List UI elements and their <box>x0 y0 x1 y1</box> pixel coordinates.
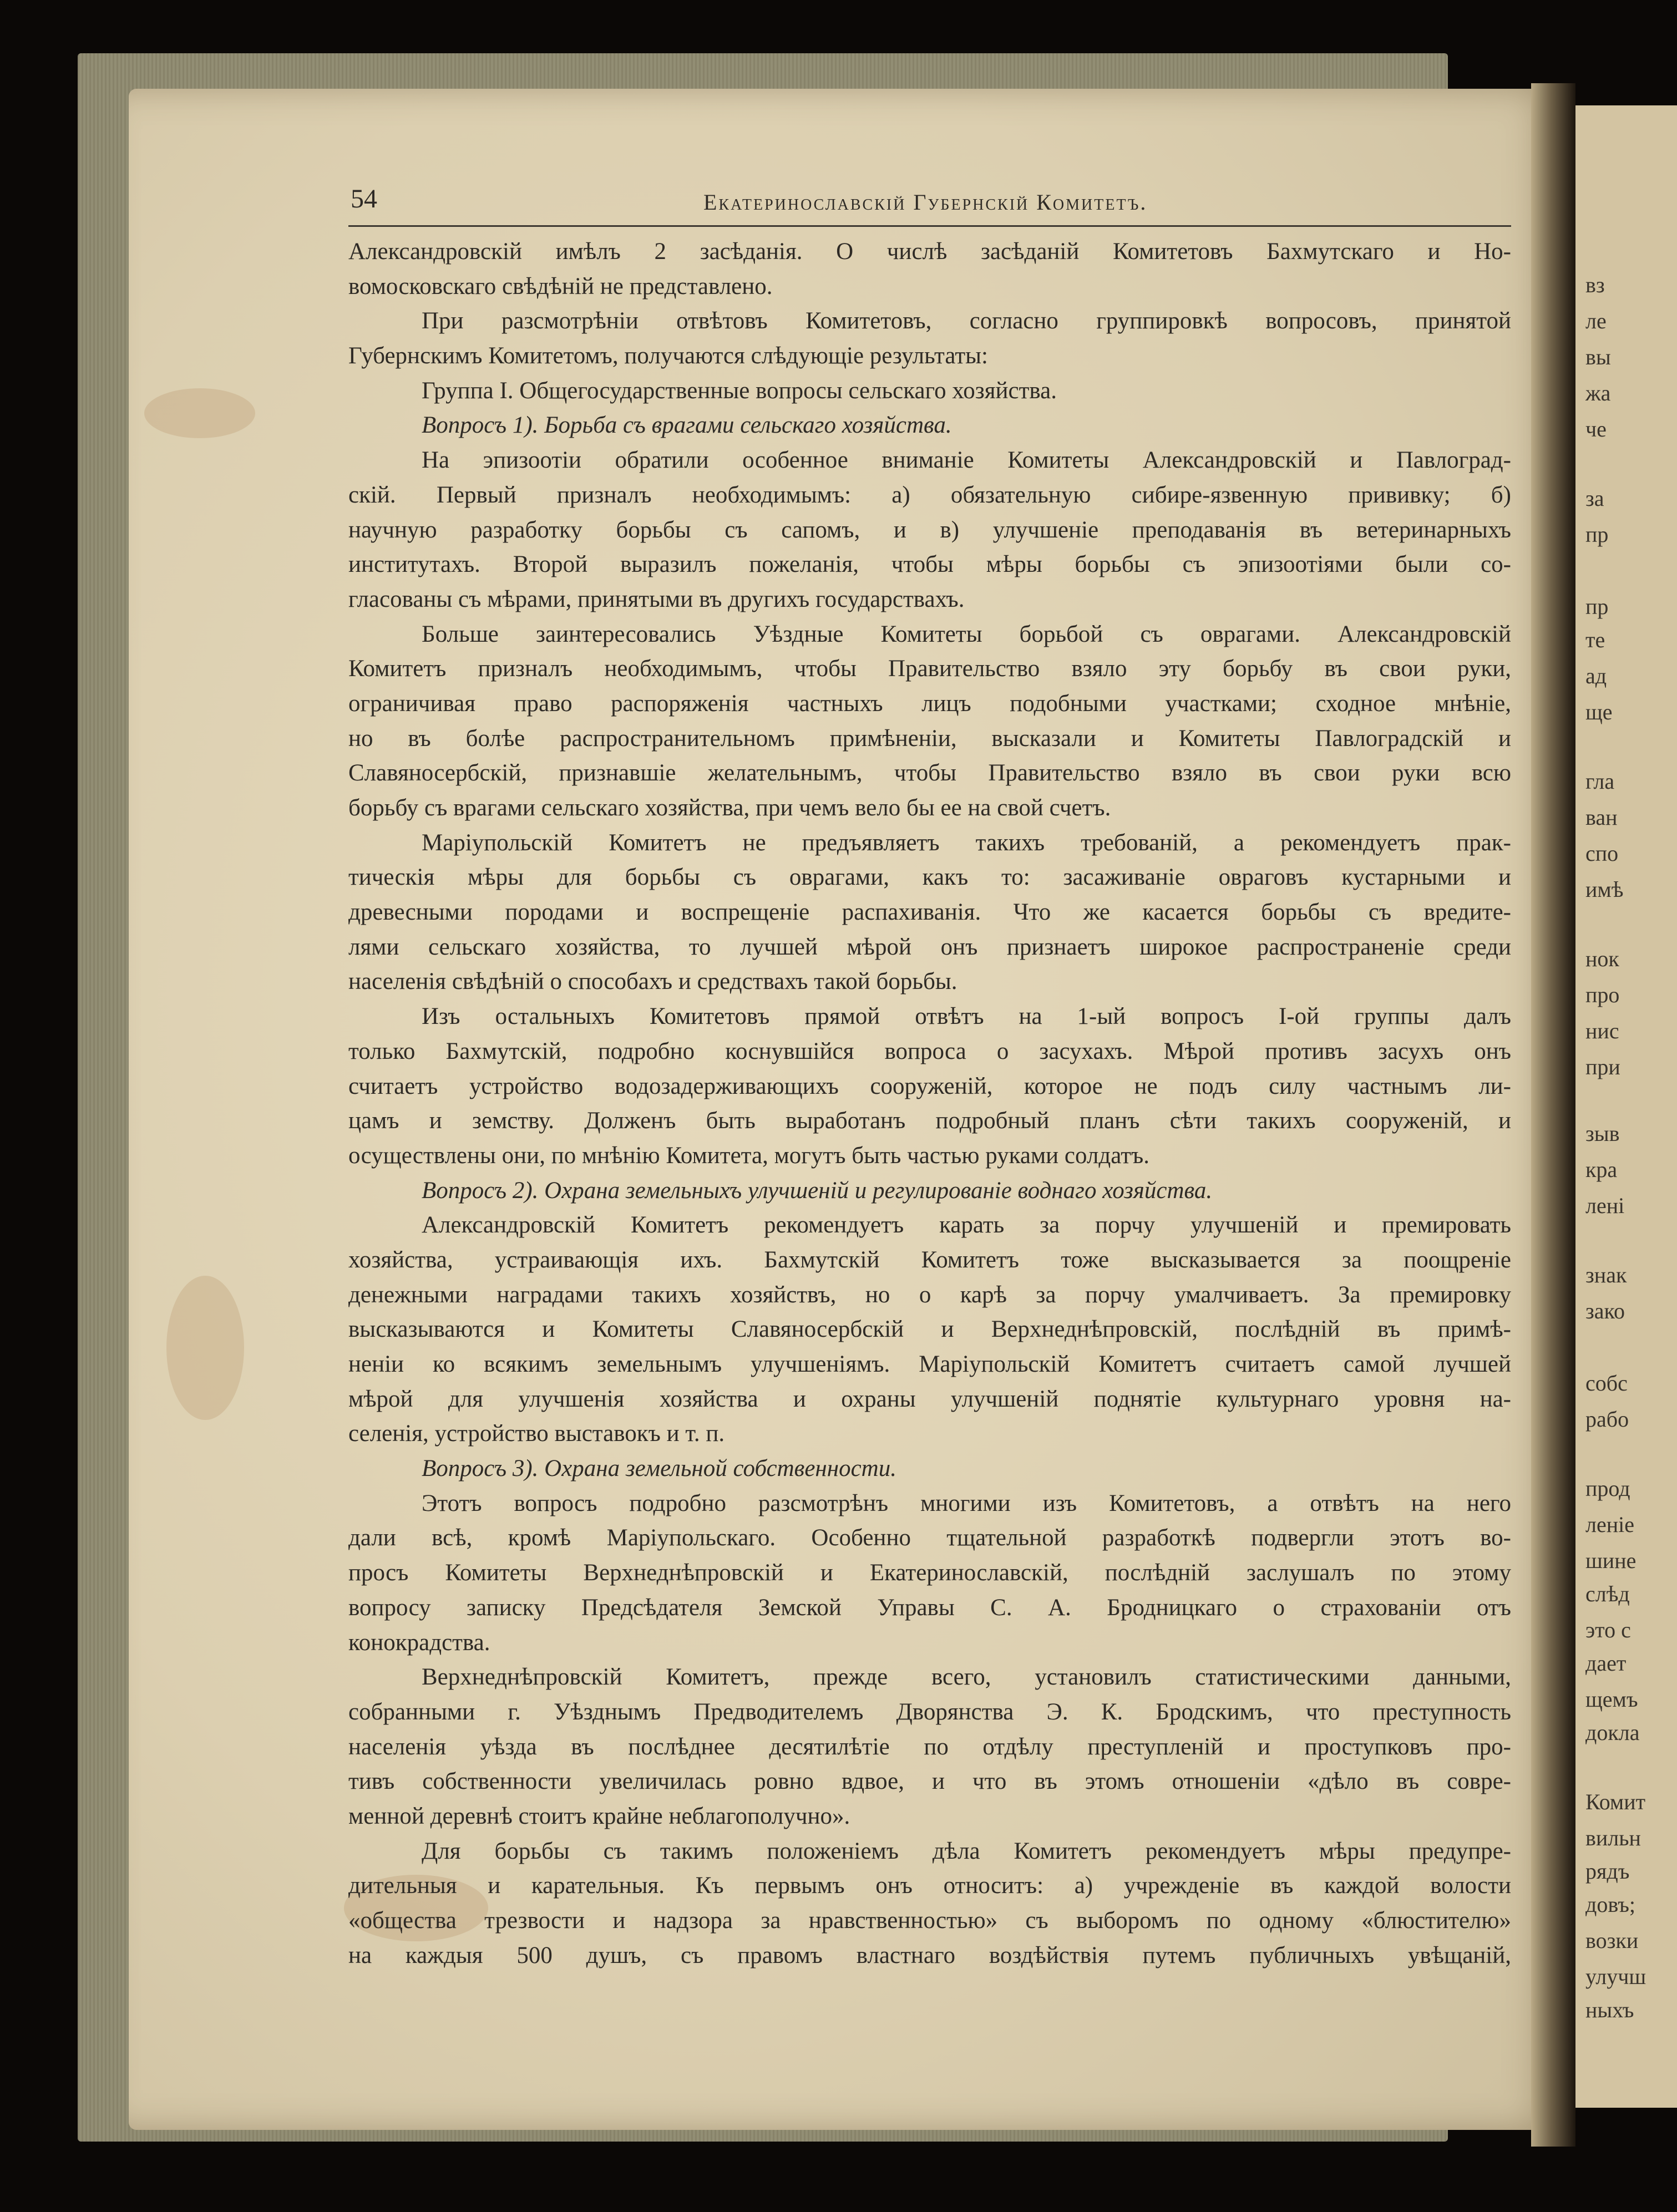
text-line: дительныя и карательныя. Къ первымъ онъ относитъ: а) учрежденіе въ каждой волости <box>348 1873 1511 1899</box>
text-line: вомосковскаго свѣдѣній не представлено. <box>348 273 773 300</box>
text-line: менной деревнѣ стоитъ крайне неблагополучно». <box>348 1803 850 1829</box>
adjacent-page-fragment: довъ; <box>1585 1892 1636 1917</box>
adjacent-page-fragment: спо <box>1585 841 1619 866</box>
adjacent-page-fragment: пр <box>1585 522 1609 547</box>
adjacent-page-fragment: те <box>1585 627 1605 652</box>
text-line: тическія мѣры для борьбы съ оврагами, какъ то: засаживаніе овраговъ кустарными и <box>348 864 1511 891</box>
text-line: Маріупольскій Комитетъ не предъявляетъ такихъ требованій, а рекомендуетъ прак- <box>422 829 1511 856</box>
adjacent-page-fragment: ад <box>1585 663 1607 688</box>
text-line: Этотъ вопросъ подробно разсмотрѣнъ многими изъ Комитетовъ, а отвѣтъ на него <box>422 1490 1511 1516</box>
text-line: Комитетъ призналъ необходимымъ, чтобы Правительство взяло эту борьбу въ свои руки, <box>348 656 1511 682</box>
adjacent-page-fragment: нок <box>1585 946 1619 971</box>
text-line: Изъ остальныхъ Комитетовъ прямой отвѣтъ на 1-ый вопросъ I-ой группы далъ <box>422 1003 1511 1030</box>
text-line: ограничивая право распоряженія частныхъ лицъ подобными участками; сходное мнѣніе, <box>348 690 1511 717</box>
adjacent-page-fragment: за <box>1585 486 1604 511</box>
adjacent-page-fragment: зако <box>1585 1298 1625 1323</box>
text-line: дали всѣ, кромѣ Маріупольскаго. Особенно тщательной разработкѣ подвергли этотъ во- <box>348 1525 1511 1551</box>
text-line: высказываются и Комитеты Славяносербскій и Верхнеднѣпровскій, послѣдній въ примѣ- <box>348 1316 1511 1343</box>
adjacent-page-fragment: че <box>1585 417 1607 442</box>
adjacent-page-fragment: знак <box>1585 1262 1627 1287</box>
text-line: населенія уѣзда въ послѣднее десятилѣтіе по отдѣлу преступленій и проступковъ про- <box>348 1733 1511 1760</box>
adjacent-page-fragment: рабо <box>1585 1407 1629 1432</box>
text-line: населенія свѣдѣній о способахъ и средствахъ такой борьбы. <box>348 968 957 995</box>
adjacent-page-fragment: щемъ <box>1585 1687 1638 1712</box>
text-line: «общества трезвости и надзора за нравственностью» съ выборомъ по одному «блюстителю» <box>348 1907 1511 1934</box>
page-text-block <box>348 175 1511 1973</box>
text-line: гласованы съ мѣрами, принятыми въ другихъ государствахъ. <box>348 586 965 612</box>
adjacent-page-fragment: вы <box>1585 344 1611 369</box>
text-line: скій. Первый призналъ необходимымъ: а) обязательную сибире-язвенную прививку; б) <box>348 481 1511 508</box>
running-title: Екатеринославскій Губернскій Комитетъ. <box>703 190 1148 215</box>
adjacent-page-fragment: гла <box>1585 769 1615 794</box>
paper-stain <box>144 388 255 438</box>
book-gutter <box>1531 83 1575 2147</box>
text-line: Для борьбы съ такимъ положеніемъ дѣла Комитетъ рекомендуетъ мѣры предупре- <box>422 1838 1511 1864</box>
adjacent-page-fragment: ще <box>1585 699 1613 724</box>
text-line: тивъ собственности увеличилась ровно вдвое, и что въ этомъ отношеніи «дѣло въ совре- <box>348 1768 1511 1795</box>
adjacent-page-fragment: дает <box>1585 1651 1627 1676</box>
adjacent-page-fragment: леніе <box>1585 1512 1634 1537</box>
adjacent-page-fragment: вз <box>1585 272 1605 297</box>
page-number: 54 <box>351 184 377 214</box>
adjacent-page-fragment: докла <box>1585 1720 1640 1745</box>
text-line: Верхнеднѣпровскій Комитетъ, прежде всего, установилъ статистическими данными, <box>422 1664 1511 1691</box>
body-text <box>348 235 1511 1973</box>
text-line: только Бахмутскій, подробно коснувшійся вопроса о засухахъ. Мѣрой противъ засухъ онъ <box>348 1038 1511 1064</box>
adjacent-page-fragment: прод <box>1585 1476 1630 1501</box>
text-line: Александровскій имѣлъ 2 засѣданія. О числѣ засѣданій Комитетовъ Бахмутскаго и Но- <box>348 239 1511 265</box>
adjacent-page-fragment: шине <box>1585 1548 1637 1573</box>
adjacent-page-fragment: имѣ <box>1585 877 1624 902</box>
text-line: денежными наградами такихъ хозяйствъ, но о карѣ за порчу умалчиваетъ. За премировку <box>348 1281 1511 1308</box>
adjacent-page-fragment: лені <box>1585 1193 1625 1218</box>
text-line: конокрадства. <box>348 1629 490 1656</box>
adjacent-page-fragment: рядъ <box>1585 1859 1630 1884</box>
adjacent-page-fragment: жа <box>1585 380 1611 405</box>
text-line: При разсмотрѣніи отвѣтовъ Комитетовъ, согласно группировкѣ вопросовъ, принятой <box>422 308 1511 334</box>
section-heading-line: Вопросъ 2). Охрана земельныхъ улучшеній и регулированіе воднаго хозяйства. <box>422 1177 1213 1204</box>
text-line: собранными г. Уѣзднымъ Предводителемъ Дворянства Э. К. Бродскимъ, что преступность <box>348 1698 1511 1725</box>
text-line: вопросу записку Предсѣдателя Земской Управы С. А. Бродницкаго о страхованіи отъ <box>348 1594 1511 1621</box>
text-line: На эпизоотіи обратили особенное вниманіе Комитеты Александровскій и Павлоград- <box>422 447 1511 474</box>
text-line: Губернскимъ Комитетомъ, получаются слѣдующіе результаты: <box>348 343 988 369</box>
adjacent-page-fragment: про <box>1585 982 1620 1007</box>
adjacent-page-fragment: кра <box>1585 1157 1618 1182</box>
page-header <box>348 175 1511 227</box>
adjacent-page-fragment: возки <box>1585 1928 1639 1953</box>
adjacent-page-fragment: пр <box>1585 594 1609 619</box>
text-line: Группа I. Общегосударственные вопросы сельскаго хозяйства. <box>422 377 1057 404</box>
adjacent-page-fragment: зыв <box>1585 1121 1620 1146</box>
text-line: Славяносербскій, признавшіе желательнымъ, чтобы Правительство взяло въ свои руки всю <box>348 760 1511 787</box>
text-line: осуществлены они, по мнѣнію Комитета, могутъ быть частью руками солдатъ. <box>348 1142 1150 1169</box>
adjacent-page-fragment: ван <box>1585 805 1618 830</box>
text-line: но въ болѣе распространительномъ примѣненіи, высказали и Комитеты Павлоградскій и <box>348 725 1511 752</box>
text-line: мѣрой для улучшенія хозяйства и охраны улучшеній поднятіе культурнаго уровня на- <box>348 1386 1511 1412</box>
text-line: хозяйства, устраивающія ихъ. Бахмутскій Комитетъ тоже высказывается за поощреніе <box>348 1246 1511 1273</box>
text-line: Александровскій Комитетъ рекомендуетъ карать за порчу улучшеній и премировать <box>422 1212 1511 1239</box>
text-line: древесными породами и воспрещеніе распахиванія. Что же касается борьбы съ вредите- <box>348 899 1511 926</box>
adjacent-page-fragment: вильн <box>1585 1825 1641 1850</box>
text-line: Больше заинтересовались Уѣздные Комитеты борьбой съ оврагами. Александровскій <box>422 621 1511 647</box>
text-line: лями сельскаго хозяйства, то лучшей мѣрой онъ признаетъ широкое распространеніе среди <box>348 933 1511 960</box>
text-line: неніи ко всякимъ земельнымъ улучшеніямъ. Маріупольскій Комитетъ считаетъ самой лучшей <box>348 1351 1511 1377</box>
text-line: цамъ и земству. Долженъ быть выработанъ подробный планъ сѣти такихъ сооруженій, и <box>348 1108 1511 1134</box>
adjacent-page-fragment: собс <box>1585 1371 1628 1396</box>
text-line: институтахъ. Второй выразилъ пожеланія, чтобы мѣры борьбы съ эпизоотіями были со- <box>348 551 1511 578</box>
adjacent-page-fragment: ныхъ <box>1585 1997 1634 2022</box>
section-heading-line: Вопросъ 3). Охрана земельной собственности. <box>422 1455 896 1482</box>
text-line: борьбу съ врагами сельскаго хозяйства, при чемъ вело бы ее на свой счетъ. <box>348 795 1111 821</box>
adjacent-page-fragment: при <box>1585 1054 1620 1079</box>
adjacent-page-fragment: нис <box>1585 1018 1619 1043</box>
text-line: просъ Комитеты Верхнеднѣпровскій и Екатеринославскій, послѣдній заслушалъ по этому <box>348 1560 1511 1586</box>
text-line: научную разработку борьбы съ сапомъ, и в) улучшеніе преподаванія въ ветеринарныхъ <box>348 516 1511 543</box>
adjacent-page-fragment: слѣд <box>1585 1581 1630 1606</box>
text-line: селенія, устройство выставокъ и т. п. <box>348 1420 725 1447</box>
adjacent-page-fragment: это с <box>1585 1617 1631 1642</box>
adjacent-page-fragment: ле <box>1585 308 1607 333</box>
text-line: на каждыя 500 душъ, съ правомъ властнаго воздѣйствія путемъ публичныхъ увѣщаній, <box>348 1942 1511 1969</box>
section-heading-line: Вопросъ 1). Борьба съ врагами сельскаго хозяйства. <box>422 412 952 439</box>
paper-stain <box>166 1276 244 1420</box>
adjacent-page-fragment: Комит <box>1585 1789 1646 1814</box>
text-line: считаетъ устройство водозадерживающихъ сооруженій, которое не подъ силу частнымъ ли- <box>348 1073 1511 1099</box>
adjacent-page-fragment: улучш <box>1585 1964 1646 1989</box>
